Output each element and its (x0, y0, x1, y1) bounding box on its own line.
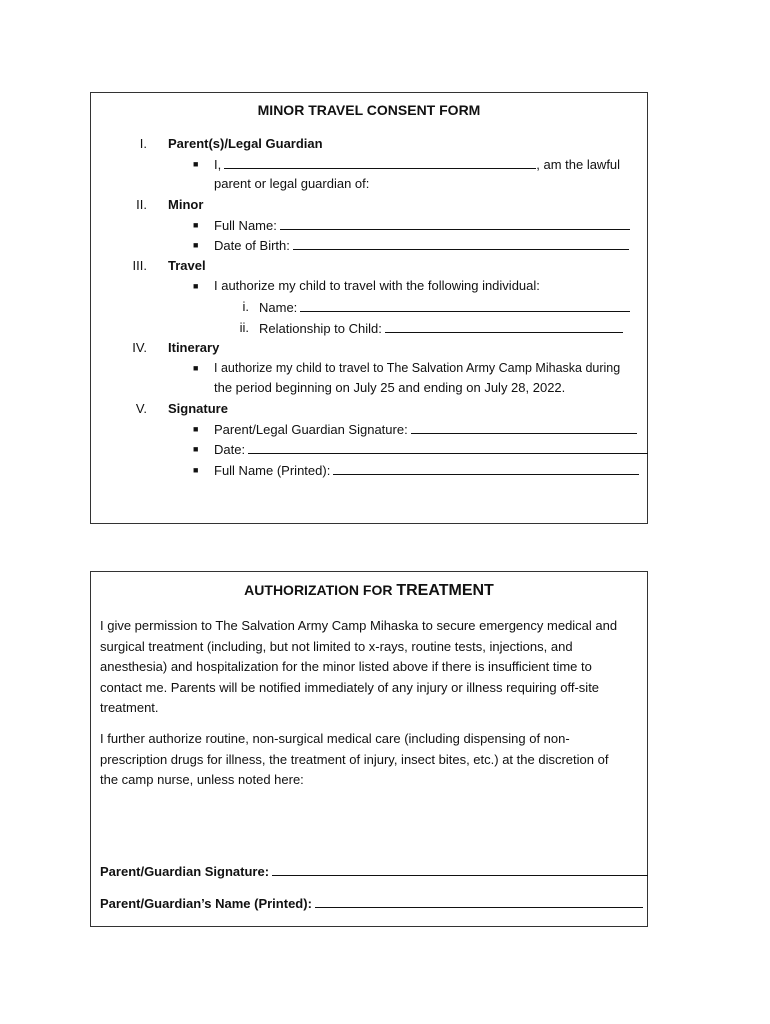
section-heading: Parent(s)/Legal Guardian (168, 136, 323, 151)
minor-dob-field[interactable] (293, 236, 629, 250)
travel-authorize-text: I authorize my child to travel with the following individual: (214, 278, 540, 293)
consent-form-title: MINOR TRAVEL CONSENT FORM (257, 102, 481, 118)
itinerary-text-line: the period beginning on July 25 and ending on July 28, 2022. (214, 380, 566, 395)
section-numeral: V. (135, 401, 147, 416)
minor-full-name-field[interactable] (280, 216, 630, 230)
travel-name-field[interactable] (300, 298, 630, 312)
paragraph-line: anesthesia) and hospitalization for the minor listed above if there is insufficient time to (100, 659, 592, 674)
section-numeral: IV. (132, 340, 147, 355)
bullet-icon: ■ (193, 281, 199, 291)
travel-relationship-line: Relationship to Child: (259, 319, 623, 337)
minor-dob-line: Date of Birth: (214, 236, 629, 254)
paragraph-line: surgical treatment (including, but not limited to x-rays, routine tests, injections, and (100, 638, 573, 654)
routine-care-paragraph (100, 729, 640, 791)
itinerary-text-line: I authorize my child to travel to The Salvation Army Camp Mihaska during (214, 361, 621, 375)
section-numeral: I. (139, 136, 147, 151)
section-numeral: II. (136, 197, 147, 212)
bullet-icon: ■ (193, 220, 199, 230)
bullet-icon: ■ (193, 159, 199, 169)
guardian-signature-field[interactable] (411, 420, 637, 434)
guardian-name-printed-line: Parent/Guardian’s Name (Printed): (100, 894, 643, 911)
bullet-icon: ■ (193, 465, 199, 475)
list-numeral: ii. (239, 320, 249, 335)
full-name-printed-field[interactable] (333, 461, 639, 475)
section-heading: Minor (168, 197, 204, 212)
travel-name-line: Name: (259, 298, 630, 316)
parent-name-field[interactable] (224, 155, 536, 169)
date-field[interactable] (248, 440, 648, 454)
section-numeral: III. (132, 258, 147, 273)
section-heading: Travel (168, 258, 206, 273)
section-heading: Itinerary (168, 340, 220, 355)
date-line: Date: (214, 440, 648, 458)
authorization-for-treatment-form (90, 571, 648, 927)
guardian-signature-line: Parent/Guardian Signature: (100, 862, 648, 879)
travel-relationship-field[interactable] (385, 319, 623, 333)
bullet-icon: ■ (193, 363, 199, 373)
paragraph-line: the camp nurse, unless noted here: (100, 772, 304, 787)
treatment-guardian-name-field[interactable] (315, 894, 643, 908)
paragraph-line: I give permission to The Salvation Army Camp Mihaska to secure emergency medical and (100, 618, 618, 633)
bullet-icon: ■ (193, 240, 199, 250)
guardian-signature-line: Parent/Legal Guardian Signature: (214, 420, 637, 438)
treatment-guardian-signature-field[interactable] (272, 862, 648, 876)
paragraph-line: contact me. Parents will be notified immediately of any injury or illness requiring off-site (100, 679, 600, 695)
bullet-icon: ■ (193, 444, 199, 454)
parent-name-line: I, , am the lawful (214, 157, 621, 172)
list-numeral: i. (242, 299, 249, 314)
paragraph-line: treatment. (100, 700, 159, 715)
minor-full-name-line: Full Name: (214, 216, 630, 234)
section-heading: Signature (168, 401, 228, 416)
paragraph-line: I further authorize routine, non-surgical medical care (including dispensing of non- (100, 731, 570, 746)
minor-travel-consent-form (90, 92, 648, 524)
treatment-permission-paragraph (100, 616, 640, 719)
parent-line-continuation: parent or legal guardian of: (214, 176, 370, 191)
full-name-printed-line: Full Name (Printed): (214, 461, 639, 479)
bullet-icon: ■ (193, 424, 199, 434)
paragraph-line: prescription drugs for illness, the treatment of injury, insect bites, etc.) at the discretion of (100, 751, 609, 767)
treatment-form-title: AUTHORIZATION FOR TREATMENT (244, 582, 494, 599)
